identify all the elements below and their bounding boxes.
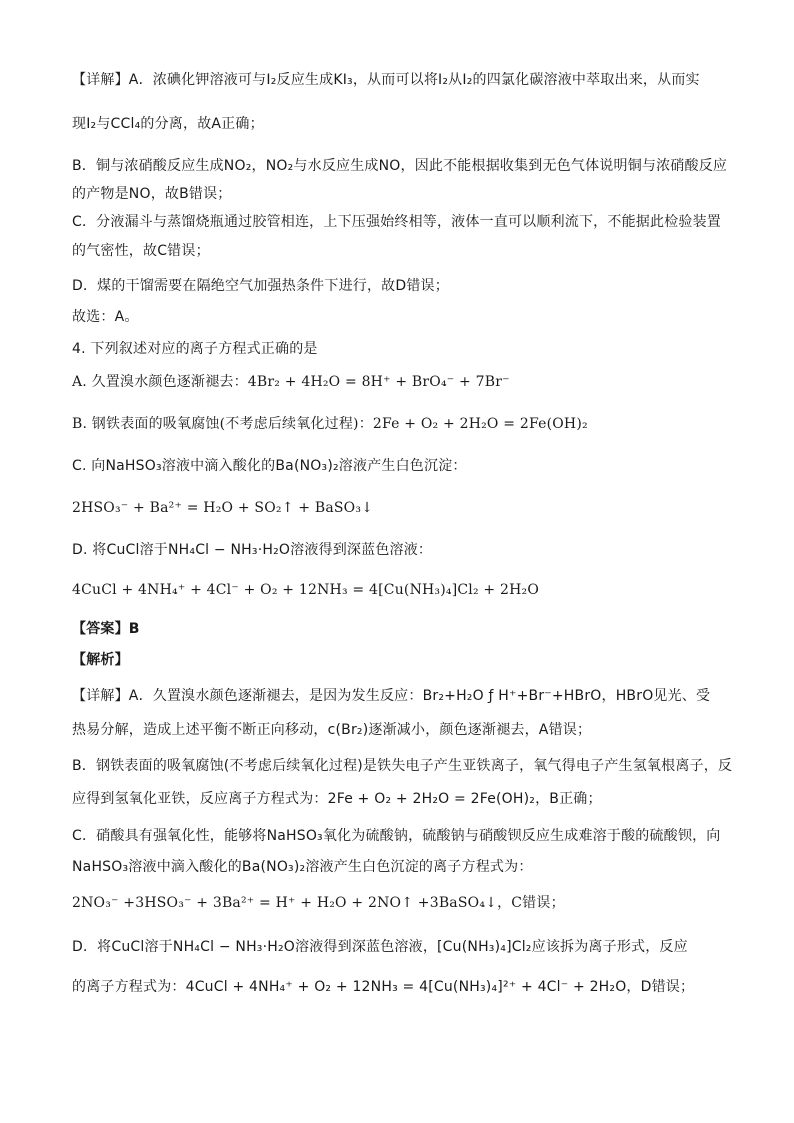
option-c: C. 向NaHSO₃溶液中滴入酸化的Ba(NO₃)₂溶液产生白色沉淀： [72,458,467,474]
text-line: NaHSO₃溶液中滴入酸化的Ba(NO₃)₂溶液产生白色沉淀的离子方程式为： [72,859,533,875]
text-line: 故选：A。 [72,309,139,325]
text-line: B．铜与浓硝酸反应生成NO₂，NO₂与水反应生成NO，因此不能根据收集到无色气体说明铜与浓硝酸反应 [72,158,728,174]
text-line: 的离子方程式为：4CuCl + 4NH₄⁺ + O₂ + 12NH₃ = 4[Cu(NH₃)₄]²⁺ + 4Cl⁻ + 2H₂O，D错误； [72,979,695,995]
text-line: 【详解】A．浓碘化钾溶液可与I₂反应生成KI₃，从而可以将I₂从I₂的四氯化碳溶液中萃取出来，从而实 [72,72,700,88]
text-line: 【详解】A．久置溴水颜色逐渐褪去，是因为发生反应：Br₂+H₂O ƒ H⁺+Br⁻+HBrO，HBrO见光、受 [72,688,711,704]
option-c-equation: 2HSO₃⁻ + Ba²⁺ = H₂O + SO₂↑ + BaSO₃↓ [72,500,374,516]
text-line: 的产物是NO，故B错误； [72,186,232,202]
option-a: A. 久置溴水颜色逐渐褪去：4Br₂ + 4H₂O = 8H⁺ + BrO₄⁻ + 7Br⁻ [72,374,510,390]
text-line: D．将CuCl溶于NH₄Cl − NH₃·H₂O溶液得到深蓝色溶液，[Cu(NH₃)₄]Cl₂应该拆为离子形式，反应 [72,939,688,955]
option-b: B. 钢铁表面的吸氧腐蚀(不考虑后续氧化过程)：2Fe + O₂ + 2H₂O = 2Fe(OH)₂ [72,416,588,432]
question-title: 4. 下列叙述对应的离子方程式正确的是 [72,341,318,357]
text-line: 应得到氢氧化亚铁，反应离子方程式为：2Fe + O₂ + 2H₂O = 2Fe(OH)₂，B正确； [72,791,602,807]
answer-label: 【答案】B [72,621,140,637]
text-line: 热易分解，造成上述平衡不断正向移动，c(Br₂)逐渐减小，颜色逐渐褪去，A错误； [72,722,592,738]
analysis-label: 【解析】 [72,652,129,668]
option-d-equation: 4CuCl + 4NH₄⁺ + 4Cl⁻ + O₂ + 12NH₃ = 4[Cu(NH₃)₄]Cl₂ + 2H₂O [72,582,540,598]
text-line: D．煤的干馏需要在隔绝空气加强热条件下进行，故D错误； [72,278,449,294]
option-d: D. 将CuCl溶于NH₄Cl − NH₃·H₂O溶液得到深蓝色溶液： [72,542,433,558]
text-line: C．硝酸具有强氧化性，能够将NaHSO₃氧化为硫酸钠，硫酸钠与硝酸钡反应生成难溶于酸的硫酸钡，向 [72,828,721,844]
text-line: B．钢铁表面的吸氧腐蚀(不考虑后续氧化过程)是铁失电子产生亚铁离子，氧气得电子产生氢氧根离子，反 [72,758,733,774]
text-line: C．分液漏斗与蒸馏烧瓶通过胶管相连，上下压强始终相等，液体一直可以顺利流下，不能据此检验装置 [72,214,721,230]
equation-line: 2NO₃⁻ +3HSO₃⁻ + 3Ba²⁺ = H⁺ + H₂O + 2NO↑ +3BaSO₄↓，C错误； [72,895,565,911]
text-line: 的气密性，故C错误； [72,243,210,259]
text-line: 现I₂与CCl₄的分离，故A正确； [72,116,264,132]
